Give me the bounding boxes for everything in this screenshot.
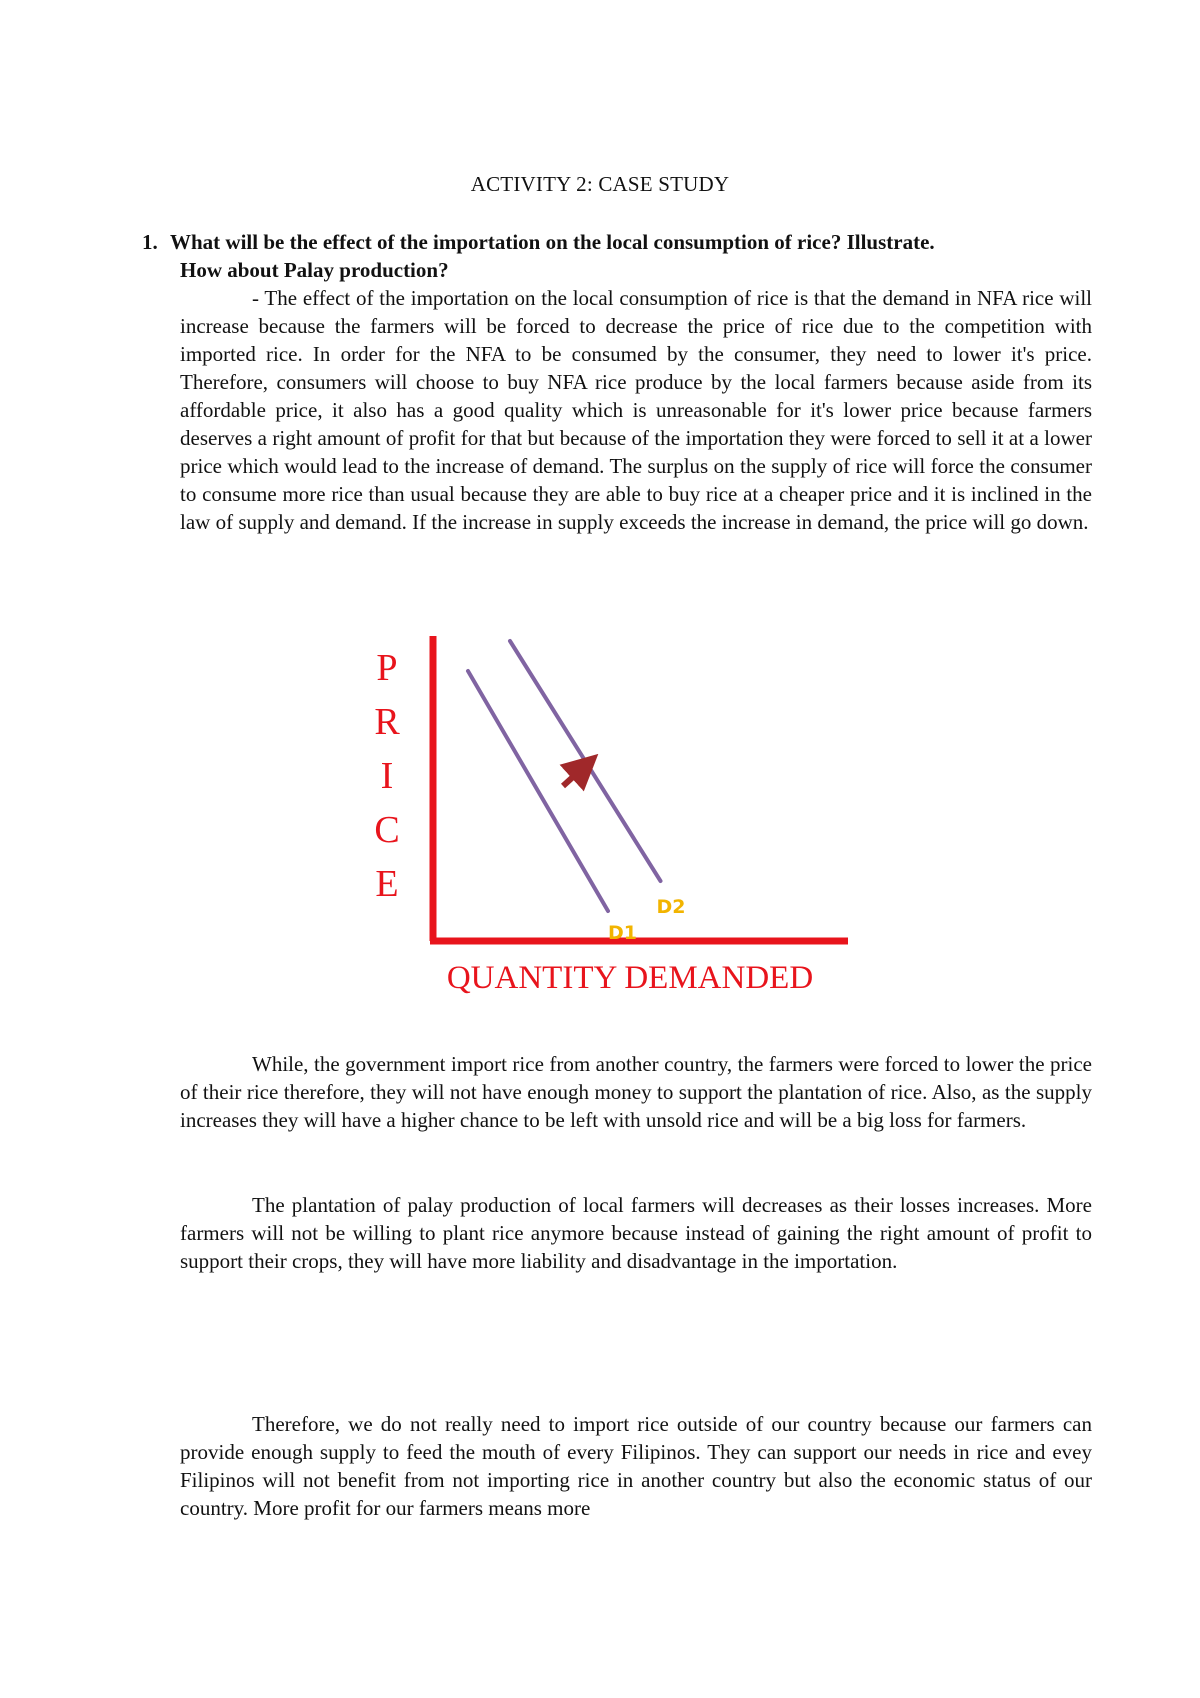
curve-label-d2: D2 [656, 896, 686, 918]
question-1 [142, 228, 1092, 284]
y-axis-label-letter: I [380, 755, 394, 797]
question-number: 1. [142, 230, 158, 254]
y-axis-label-letter: P [376, 647, 398, 689]
y-axis-label-letter: E [375, 863, 399, 905]
shift-arrow [563, 766, 585, 786]
y-axis-label [374, 647, 400, 905]
demand-curves [468, 641, 686, 944]
paragraph-2: While, the government import rice from another country, the farmers were forced to lower the price of their rice therefore, they will not have enough money to support the plantation of rice. Also, as the supply increases they will have a higher chance to be left with unsold rice and will be a big loss for farmers. [180, 1052, 1092, 1132]
demand-curve-d1 [468, 671, 608, 911]
question-line-1: What will be the effect of the importation on the local consumption of rice? Illustrate. [170, 230, 935, 254]
y-axis-label-letter: R [374, 701, 400, 743]
curve-label-d1: D1 [608, 922, 637, 944]
paragraph-4: Therefore, we do not really need to import rice outside of our country because our farmers can provide enough supply to feed the mouth of every Filipinos. They can support our needs in rice and evey Filipinos will not benefit from not importing rice in another country but also the economic status of our country. More profit for our farmers means more [180, 1412, 1092, 1520]
y-axis-label-letter: C [374, 809, 400, 851]
paragraph-3: The plantation of palay production of local farmers will decreases as their losses increases. More farmers will not be willing to plant rice anymore because instead of gaining the right amount of profit to support their crops, they will have more liability and disadvantage in the importation. [180, 1193, 1092, 1273]
x-axis-label: QUANTITY DEMANDED [446, 960, 814, 996]
answer-paragraph: - The effect of the importation on the local consumption of rice is that the demand in NFA rice will increase because the farmers will be forced to decrease the price of rice due to the competition with imported rice. In order for the NFA to be consumed by the consumer, they need to lower it's price. Therefore, consumers will choose to buy NFA rice produce by the local farmers because aside from its affordable price, it also has a good quality which is unreasonable for it's lower price because farmers deserves a right amount of profit for that but because of the importation they were forced to sell it at a lower price which would lead to the increase of demand. The surplus on the supply of rice will force the consumer to consume more rice than usual because they are able to buy rice at a cheaper price and it is inclined in the law of supply and demand. If the increase in supply exceeds the increase in demand, the price will go down. [180, 286, 1092, 534]
question-line-2: How about Palay production? [180, 258, 449, 282]
document-title: ACTIVITY 2: CASE STUDY [470, 172, 730, 196]
demand-curve-d2 [510, 641, 661, 881]
